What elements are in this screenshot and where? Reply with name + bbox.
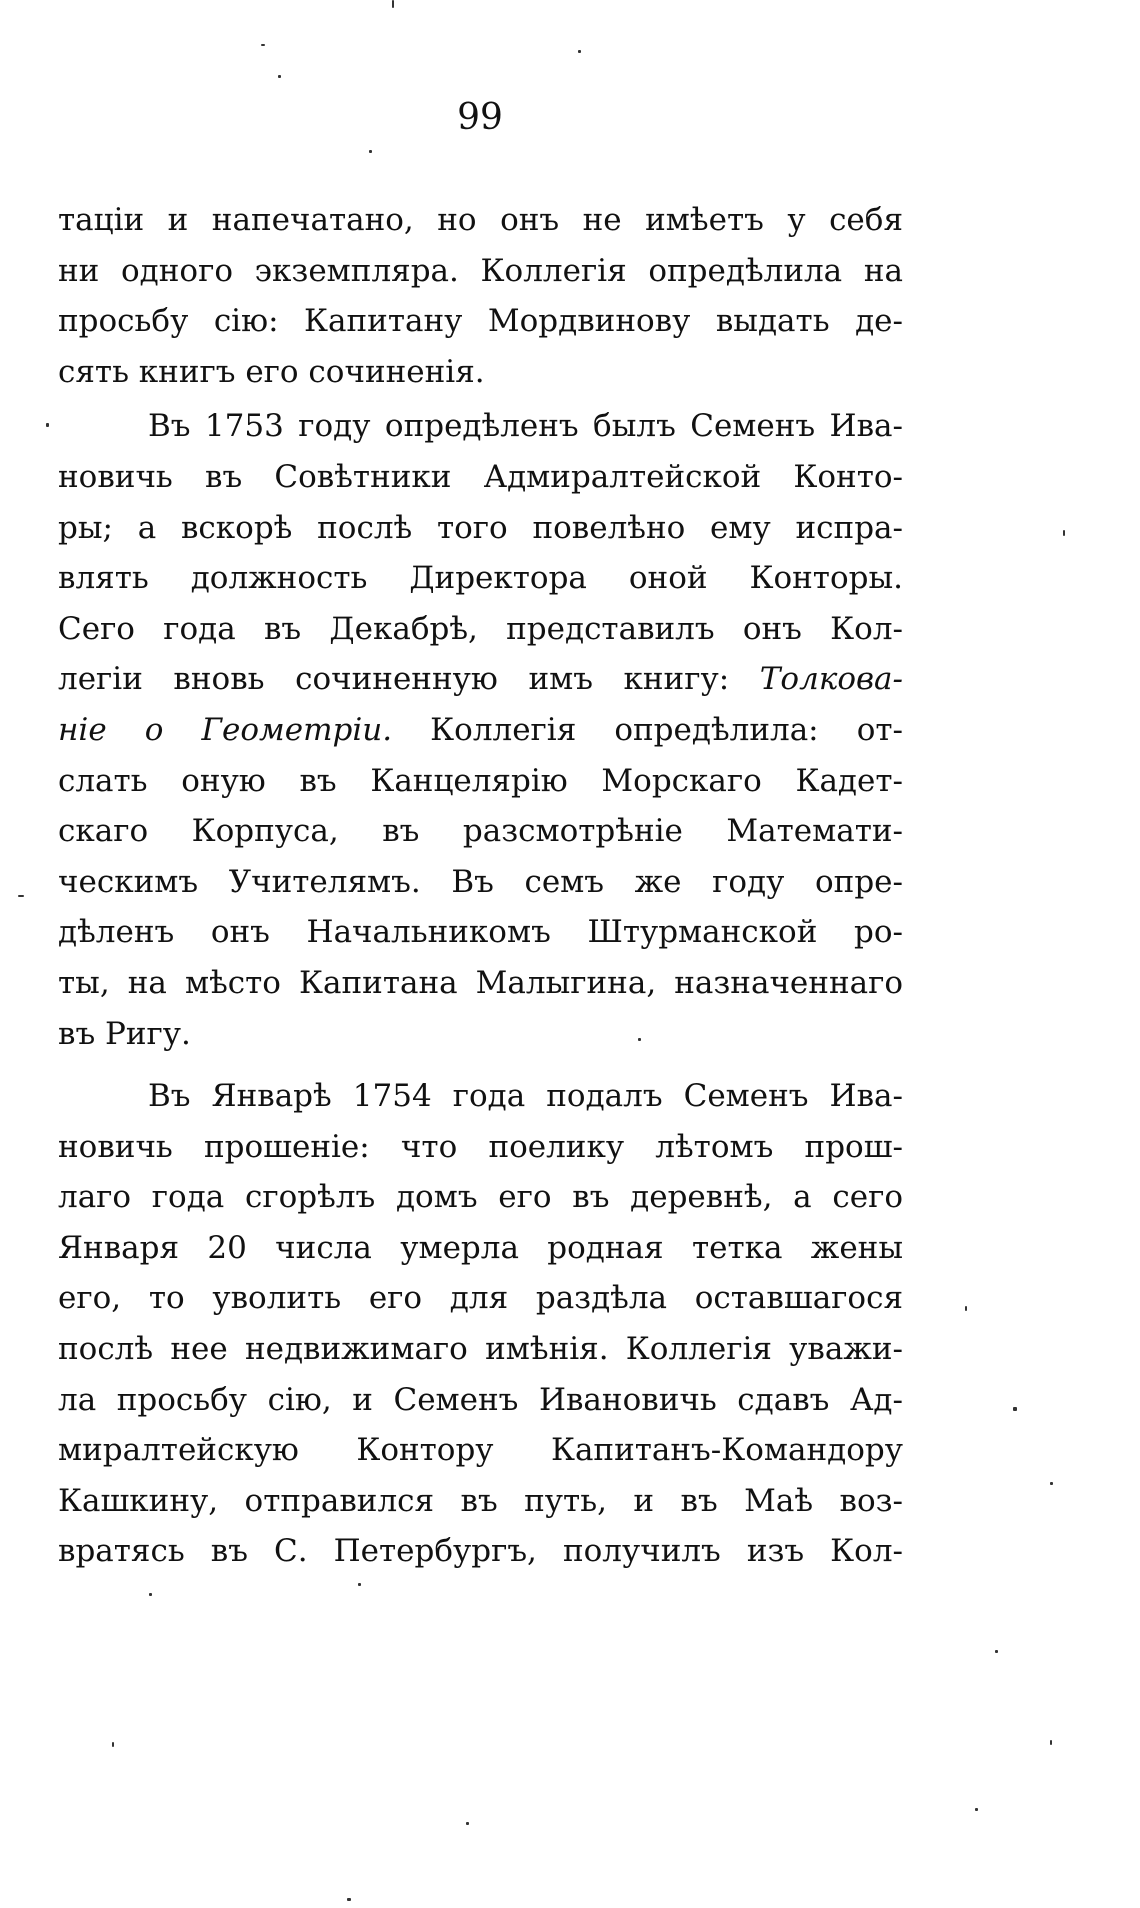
text-line: новичь прошеніе: что поелику лѣтомъ прош-: [58, 1128, 903, 1165]
text-line: вратясь въ С. Петербургъ, получилъ изъ Кол-: [58, 1533, 903, 1570]
text-line: ческимъ Учителямъ. Въ семъ же году опре-: [58, 863, 903, 900]
text-line: Въ 1753 году опредѣленъ былъ Семенъ Ива-: [148, 408, 903, 445]
paragraph-3: [58, 1071, 903, 1577]
text-line-with-italic: [58, 705, 903, 756]
scan-speck: [578, 50, 581, 53]
text-line: слать оную въ Канцелярію Морскаго Кадет-: [58, 762, 903, 799]
text-line: Сего года въ Декабрѣ, представилъ онъ Кол-: [58, 610, 903, 647]
page-number: 99: [457, 97, 503, 138]
text-line: Въ Январѣ 1754 года подалъ Семенъ Ива-: [148, 1078, 903, 1115]
text-line: его, то уволить его для раздѣла оставшагося: [58, 1280, 903, 1317]
text-line: таціи и напечатано, но онъ не имѣетъ у себя: [58, 202, 903, 238]
scan-speck: [369, 150, 372, 153]
text-line: ты, на мѣсто Капитана Малыгина, назначеннаго: [58, 964, 903, 1001]
text-line: влять должность Директора оной Конторы.: [58, 560, 903, 597]
scan-speck: [46, 423, 49, 427]
scan-speck: [975, 1808, 978, 1811]
paragraph-2: [58, 401, 903, 1059]
scan-speck: [638, 1038, 641, 1041]
page-body: [58, 195, 903, 1581]
text-span: Коллегія опредѣлила: от-: [392, 711, 903, 748]
text-line: сять книгъ его сочиненія.: [58, 353, 485, 390]
book-title-italic: ніе о Геометріи.: [58, 711, 393, 748]
text-line: лаго года сгорѣлъ домъ его въ деревнѣ, а сего: [58, 1179, 903, 1216]
book-title-italic: Толкова-: [759, 661, 904, 698]
scan-speck: [261, 44, 265, 46]
scan-speck: [1050, 1482, 1053, 1485]
text-line: въ Ригу.: [58, 1015, 191, 1052]
text-line: миралтейскую Контору Капитанъ-Командору: [58, 1432, 903, 1469]
scan-speck: [392, 0, 394, 8]
scan-speck: [149, 1593, 152, 1596]
scan-speck: [112, 1742, 114, 1747]
scan-speck: [278, 75, 281, 78]
text-line: ни одного экземпляра. Коллегія опредѣлила на: [58, 252, 903, 289]
scan-speck: [1063, 530, 1065, 536]
text-line: просьбу сію: Капитану Мордвинову выдать де-: [58, 303, 903, 340]
text-line: дѣленъ онъ Начальникомъ Штурманской ро-: [58, 914, 903, 951]
scan-speck: [358, 1583, 361, 1586]
scan-speck: [1050, 1740, 1052, 1745]
text-line: Января 20 числа умерла родная тетка жены: [58, 1229, 903, 1266]
text-line: Кашкину, отправился въ путь, и въ Маѣ воз-: [58, 1482, 903, 1519]
scan-speck: [466, 1822, 469, 1825]
scan-speck: [18, 895, 24, 897]
text-line: ры; а вскорѣ послѣ того повелѣно ему испра-: [58, 509, 903, 546]
scan-speck: [1013, 1407, 1017, 1411]
scan-speck: [347, 1898, 351, 1901]
text-line: скаго Корпуса, въ разсмотрѣніе Математи-: [58, 813, 903, 850]
text-line: ла просьбу сію, и Семенъ Ивановичь сдавъ Ад-: [58, 1381, 903, 1418]
text-line: послѣ нее недвижимаго имѣнія. Коллегія уважи-: [58, 1331, 903, 1368]
text-line: новичь въ Совѣтники Адмиралтейской Конто-: [58, 458, 903, 495]
text-line-with-italic: [58, 654, 903, 705]
text-span: легіи вновь сочиненную имъ книгу:: [58, 661, 730, 698]
scan-speck: [965, 1306, 967, 1311]
scan-speck: [995, 1650, 998, 1653]
paragraph-1: [58, 195, 903, 397]
